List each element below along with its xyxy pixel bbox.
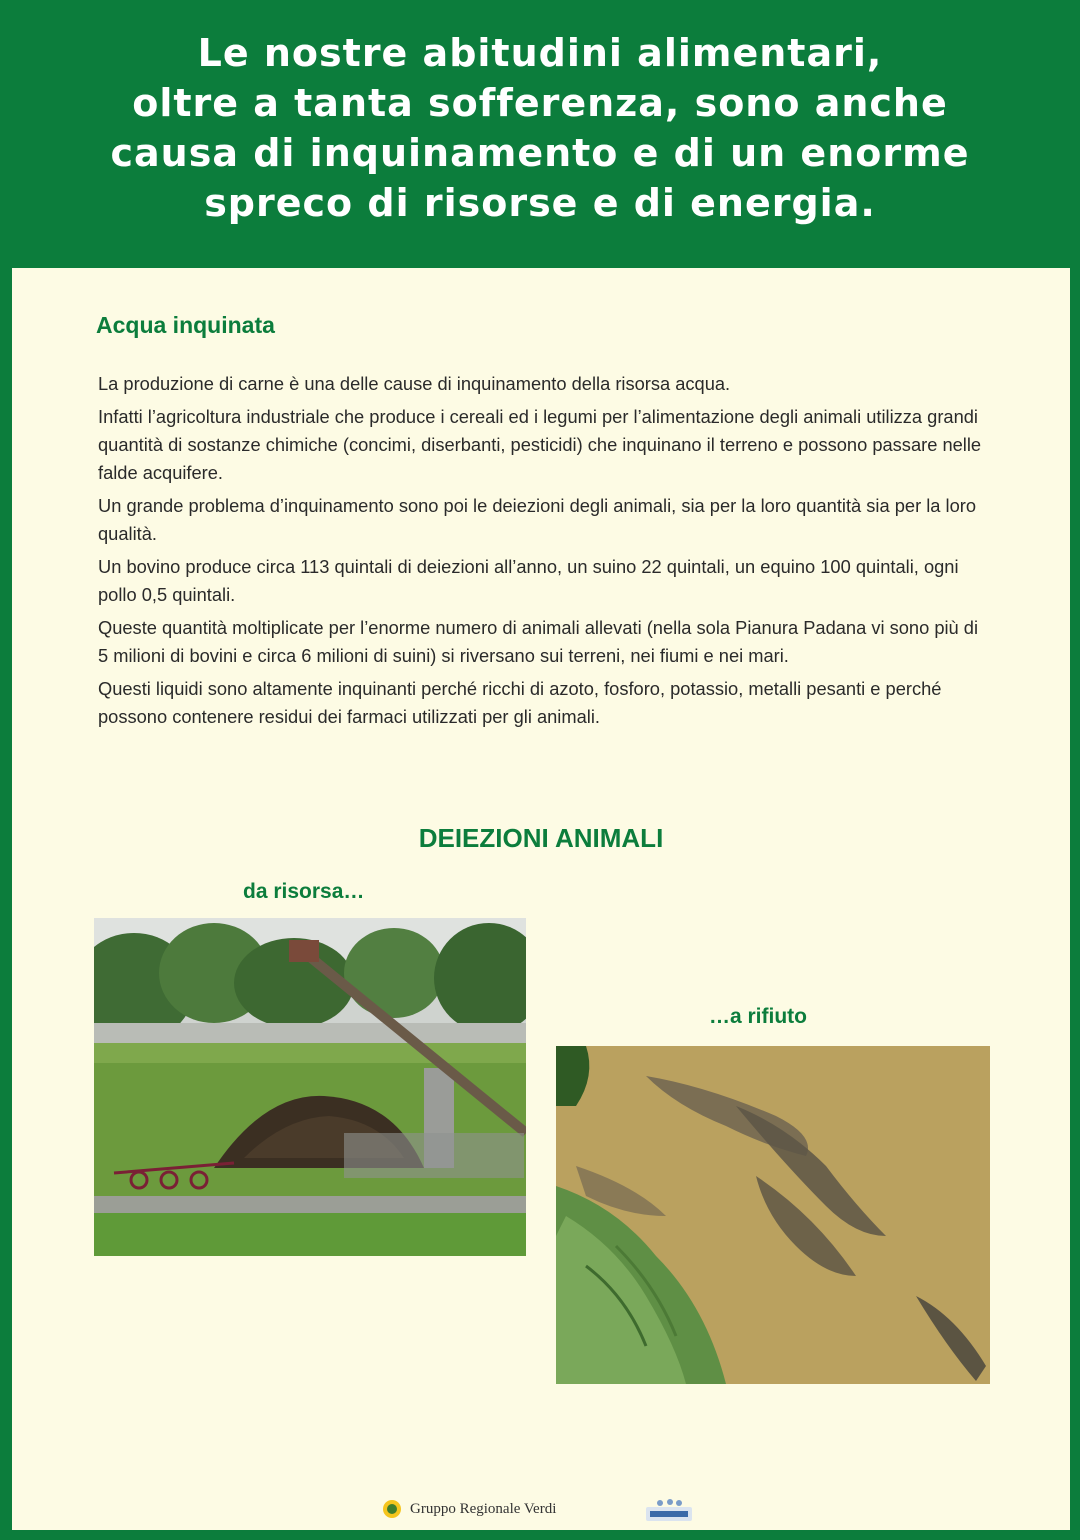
sunflower-logo-icon: [382, 1499, 402, 1519]
gallery-title: DEIEZIONI ANIMALI: [418, 823, 664, 853]
paragraph: Un bovino produce circa 113 quintali di deiezioni all’anno, un suino 22 quintali, un equino 100 quintali, ogni pollo 0,5 quintali.: [98, 556, 959, 605]
paragraph: La produzione di carne è una delle cause di inquinamento della risorsa acqua.: [98, 373, 731, 394]
paragraph: Un grande problema d’inquinamento sono poi le deiezioni degli animali, sia per la loro quantità sia per la loro qualità.: [98, 495, 977, 544]
header-banner: [0, 0, 1080, 268]
page-title: Le nostre abitudini alimentari, oltre a tanta sofferenza, sono anche causa di inquinamento e di un enorme spreco di risorse e di energia.: [110, 31, 970, 225]
paragraph: Queste quantità moltiplicate per l’enorme numero di animali allevati (nella sola Pianura Padana vi sono più di 5 milioni di bovini e circa 6 milioni di suini) si riversano sui terreni, nei fiumi e nei mari.: [98, 617, 979, 666]
paragraph: Infatti l’agricoltura industriale che produce i cereali ed i legumi per l’alimentazione degli animali utilizza grandi quantità di sostanze chimiche (concimi, diserbanti, pesticidi) che inquinano il terreno e possono passare nelle falde acquifere.: [98, 406, 982, 483]
manure-heap-photo: [94, 918, 526, 1256]
polluted-river-photo: [556, 1046, 990, 1384]
paragraph: Questi liquidi sono altamente inquinanti perché ricchi di azoto, fosforo, potassio, metalli pesanti e perché possono contenere residui dei farmaci utilizzati per gli animali.: [98, 678, 942, 727]
organization-name: Gruppo Regionale Verdi: [410, 1500, 557, 1517]
footer: [382, 1494, 556, 1524]
section-title: Acqua inquinata: [96, 312, 275, 338]
left-photo-caption: da risorsa…: [243, 880, 365, 903]
content-sheet: [12, 268, 1070, 1530]
right-photo-caption: …a rifiuto: [709, 1005, 807, 1028]
partner-logo-icon: [644, 1497, 694, 1523]
section-body: [98, 370, 988, 736]
